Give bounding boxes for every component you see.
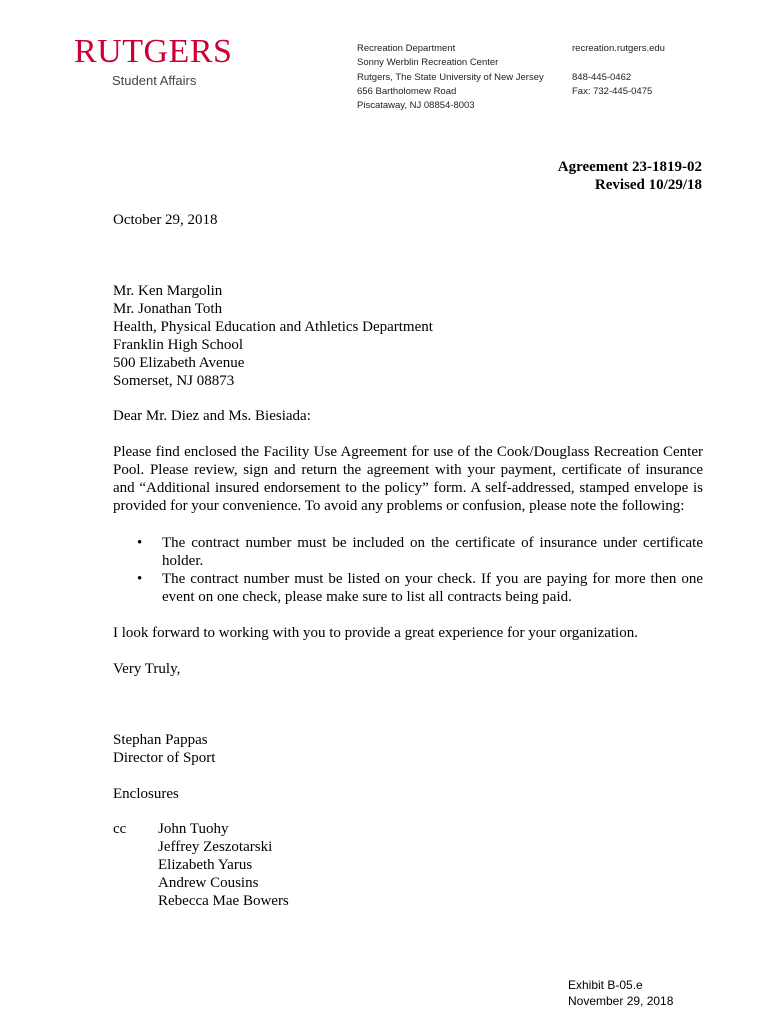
recipient-line: 500 Elizabeth Avenue [113,355,245,371]
letterhead-address [357,42,544,113]
bullet-text: The contract number must be included on the certificate of insurance under certificate holder. [162,535,703,569]
cc-name: John Tuohy [158,821,229,837]
recipient-line: Franklin High School [113,337,243,353]
bullet-item [113,534,703,570]
logo-subtitle: Student Affairs [112,73,197,88]
bullet-text: The contract number must be listed on your check. If you are paying for more then one event on one check, please make sure to list all contracts being paid. [162,571,703,605]
cc-name: Andrew Cousins [158,875,259,891]
letter-date: October 29, 2018 [113,212,218,228]
recipient-line: Mr. Jonathan Toth [113,301,223,317]
agreement-revised: Revised 10/29/18 [594,177,702,193]
bullet-icon: • [137,571,143,587]
recipient-address [113,282,433,390]
fax-text: Fax: 732-445-0475 [572,85,653,97]
agreement-header [558,158,702,194]
closing-paragraph: I look forward to working with you to provide a great experience for your organization. [113,625,638,641]
rutgers-logo: RUTGERS [74,33,233,70]
address-line: Recreation Department [357,43,456,54]
enclosures-label: Enclosures [113,786,179,802]
intro-paragraph: Please find enclosed the Facility Use Agreement for use of the Cook/Douglass Recreation Center Pool. Please review, sign and return the agreement with your payment, certificate of insurance and “Additional insured endorsement to the policy” form. A self-addressed, stamped envelope is provided for your convenience. To avoid any problems or confusion, please note the following: [113,444,703,514]
exhibit-date: November 29, 2018 [568,994,674,1008]
signer-title: Director of Sport [113,750,216,766]
cc-name: Jeffrey Zeszotarski [158,839,273,855]
website-text: recreation.rutgers.edu [572,43,665,54]
recipient-line: Mr. Ken Margolin [113,283,223,299]
valediction: Very Truly, [113,661,181,677]
signature-block [113,731,215,767]
salutation: Dear Mr. Diez and Ms. Biesiada: [113,408,311,424]
recipient-line: Somerset, NJ 08873 [113,373,235,389]
cc-name: Elizabeth Yarus [158,857,253,873]
address-line: Rutgers, The State University of New Jersey [357,71,544,83]
address-line: 656 Bartholomew Road [357,85,457,97]
bullet-item [113,570,703,606]
address-line: Sonny Werblin Recreation Center [357,57,499,69]
exhibit-label: Exhibit B-05.e [568,978,643,992]
cc-name: Rebecca Mae Bowers [158,893,289,909]
cc-label: cc [113,821,127,837]
phone-text: 848-445-0462 [572,71,632,83]
cc-list [158,820,289,910]
signer-name: Stephan Pappas [113,732,208,748]
exhibit-stamp [568,977,673,1009]
bullet-icon: • [137,535,143,551]
letterhead-contact [572,42,665,99]
agreement-number: Agreement 23-1819-02 [557,159,702,175]
bullet-list [113,534,703,606]
recipient-line: Health, Physical Education and Athletics Department [113,319,433,335]
address-line: Piscataway, NJ 08854-8003 [357,100,475,112]
